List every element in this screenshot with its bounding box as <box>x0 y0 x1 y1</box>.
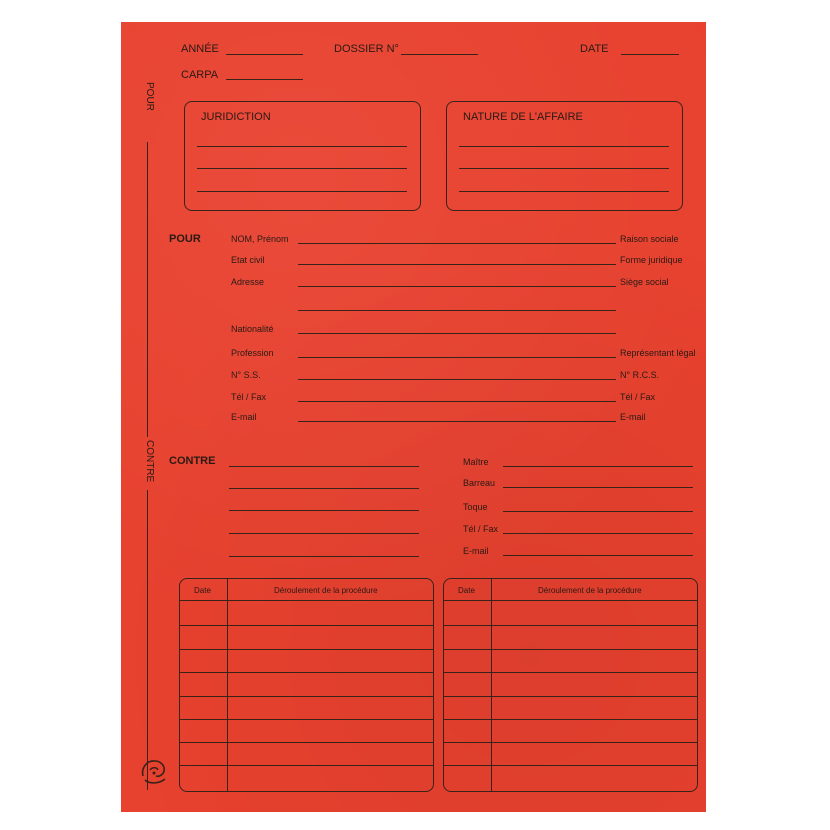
pour-left-label: Etat civil <box>231 255 265 265</box>
table-row-line <box>444 625 697 626</box>
contre-right-line <box>503 555 693 556</box>
table-row-line <box>444 672 697 673</box>
pour-left-label: Tél / Fax <box>231 392 267 402</box>
pour-line <box>298 243 616 244</box>
contre-line <box>229 533 419 534</box>
table-col-divider <box>227 579 228 791</box>
carpa-line <box>226 79 303 80</box>
pour-left-label: Nationalité <box>231 324 274 334</box>
nature-line <box>459 168 669 169</box>
folder-cover <box>121 22 706 812</box>
contre-right-label: Barreau <box>463 478 496 488</box>
table-row-line <box>180 625 433 626</box>
pour-right-label: Raison sociale <box>620 234 679 244</box>
table-row-line <box>180 696 433 697</box>
table-col-divider <box>491 579 492 791</box>
annee-label: ANNÉE <box>181 43 219 55</box>
contre-right-line <box>503 466 693 467</box>
contre-right-line <box>503 511 693 512</box>
date-line <box>621 54 679 55</box>
pour-left-label: Adresse <box>231 277 265 287</box>
pour-right-label: Siège social <box>620 277 669 287</box>
table-row-line <box>180 765 433 766</box>
pour-line <box>298 264 616 265</box>
pour-left-label: N° S.S. <box>231 370 261 380</box>
table-row-line <box>180 719 433 720</box>
nature-line <box>459 191 669 192</box>
nature-line <box>459 146 669 147</box>
nature-label: NATURE DE L'AFFAIRE <box>463 111 583 123</box>
col-date-header: Date <box>458 586 475 595</box>
table-row-line <box>180 600 433 601</box>
table-row-line <box>180 649 433 650</box>
table-row-line <box>444 765 697 766</box>
juridiction-label: JURIDICTION <box>201 111 271 123</box>
pour-line <box>298 379 616 380</box>
col-deroulement-header: Déroulement de la procédure <box>274 586 378 595</box>
pour-right-label: N° R.C.S. <box>620 370 660 380</box>
pour-line <box>298 401 616 402</box>
contre-right-label: Maître <box>463 457 489 467</box>
pour-line <box>298 357 616 358</box>
juridiction-line <box>197 146 407 147</box>
pour-line <box>298 333 616 334</box>
contre-line <box>229 556 419 557</box>
procedure-table-left <box>179 578 434 792</box>
brand-logo-icon <box>135 750 175 790</box>
juridiction-box <box>184 101 421 211</box>
pour-heading: POUR <box>169 233 201 245</box>
contre-line <box>229 510 419 511</box>
side-pour-label: POUR <box>144 82 155 111</box>
side-contre-rule <box>147 490 148 790</box>
side-contre-label: CONTRE <box>144 440 155 483</box>
table-row-line <box>444 600 697 601</box>
dossier-line <box>401 54 478 55</box>
annee-line <box>226 54 303 55</box>
table-row-line <box>180 672 433 673</box>
nature-box <box>446 101 683 211</box>
contre-right-label: Tél / Fax <box>463 524 499 534</box>
pour-right-label: E-mail <box>620 412 646 422</box>
pour-right-label: Forme juridique <box>620 255 683 265</box>
table-row-line <box>444 742 697 743</box>
pour-left-label: NOM, Prénom <box>231 234 289 244</box>
contre-right-label: E-mail <box>463 546 489 556</box>
table-row-line <box>444 696 697 697</box>
table-row-line <box>444 649 697 650</box>
table-row-line <box>180 742 433 743</box>
contre-right-line <box>503 533 693 534</box>
dossier-label: DOSSIER N° <box>334 43 399 55</box>
col-date-header: Date <box>194 586 211 595</box>
col-deroulement-header: Déroulement de la procédure <box>538 586 642 595</box>
carpa-label: CARPA <box>181 69 219 81</box>
pour-right-label: Tél / Fax <box>620 392 656 402</box>
pour-right-label: Représentant légal <box>620 348 696 358</box>
contre-heading: CONTRE <box>169 455 216 467</box>
table-row-line <box>444 719 697 720</box>
pour-line <box>298 286 616 287</box>
contre-right-line <box>503 487 693 488</box>
procedure-table-right <box>443 578 698 792</box>
contre-right-label: Toque <box>463 502 488 512</box>
pour-left-label: Profession <box>231 348 274 358</box>
pour-line <box>298 421 616 422</box>
juridiction-line <box>197 168 407 169</box>
juridiction-line <box>197 191 407 192</box>
contre-line <box>229 488 419 489</box>
side-pour-rule <box>147 142 148 437</box>
pour-left-label: E-mail <box>231 412 257 422</box>
date-label: DATE <box>580 43 609 55</box>
contre-line <box>229 466 419 467</box>
pour-line <box>298 310 616 311</box>
